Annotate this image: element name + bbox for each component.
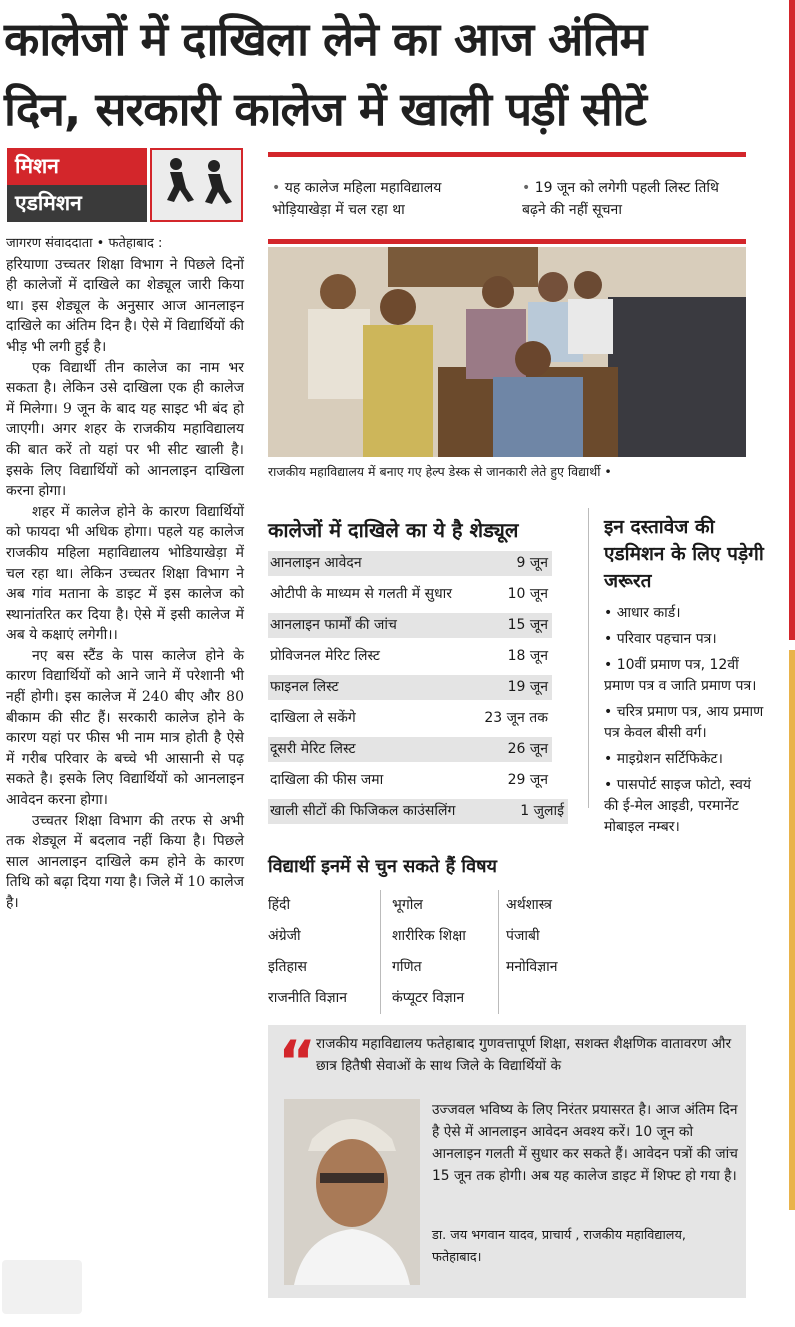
document-item: • माइग्रेशन सर्टिफिकेट। <box>604 751 723 767</box>
principal-quote <box>268 1025 746 1298</box>
article-paragraph-4: नए बस स्टैंड के पास कालेज होने के कारण विद्यार्थियों को आने जाने में परेशानी भी नहीं होगी। इस कालेज में 240 बीए और 80 बीकाम की सीट हैं। सरकारी कालेज होने के कारण यहां पर फीस भी नाम मात्र होती है ऐसे में गरीब परिवार के बच्चे भी आसानी से पढ़ सकते है। इसके लिए विद्यार्थियों को आनलाइन आवेदन करना होगा। <box>6 647 244 809</box>
schedule-row: दूसरी मेरिट लिस्ट 26 जून <box>268 737 552 762</box>
quote-author <box>432 1225 738 1269</box>
running-figures-icon <box>150 148 243 222</box>
highlight-right: • 19 जून को लगेगी पहली लिस्ट तिथि बढ़ने की नहीं सूचना <box>522 180 719 218</box>
logo-text-bottom: एडमिशन <box>15 191 82 215</box>
document-item: • चरित्र प्रमाण पत्र, आय प्रमाण पत्र केवल बीसी वर्ग। <box>604 704 764 741</box>
headline <box>4 4 764 144</box>
documents-box <box>604 514 764 843</box>
photo-caption: राजकीय महाविद्यालय में बनाए गए हेल्प डेस्क से जानकारी लेते हुए विद्यार्थी • <box>268 464 612 479</box>
documents-title: इन दस्तावेज की एडमिशन के लिए पड़ेगी जरूरत <box>604 516 764 592</box>
document-item: • परिवार पहचान पत्र। <box>604 631 717 647</box>
subjects-title: विद्यार्थी इनमें से चुन सकते हैं विषय <box>268 856 497 877</box>
subjects-column-3: अर्थशास्त्र पंजाबी मनोविज्ञान <box>506 897 558 975</box>
article-paragraph-3: शहर में कालेज होने के कारण विद्यार्थियों को फायदा भी अधिक होगा। पहले यह कालेज राजकीय महिला महाविद्यालय भोडियाखेड़ा में चल रहा था। लेकिन उच्चतर शिक्षा विभाग ने अब गांव मताना के डाइट में इस कालेज को स्थानांतरित कर दिया है। ऐसे में इसी कालेज में अब ये कक्षाएं लगेगी।। <box>6 503 244 644</box>
help-desk-photo <box>268 247 746 457</box>
byline: जागरण संवाददाता • फतेहाबाद : <box>6 236 163 251</box>
column-divider <box>588 508 589 808</box>
principal-portrait <box>284 1099 420 1285</box>
article-paragraph-2: एक विद्यार्थी तीन कालेज का नाम भर सकता है। लेकिन उसे दाखिला एक ही कालेज में मिलेगा। 9 जून के बाद यह साइट भी बंद हो जाएगी। अगर शहर के राजकीय महाविद्यालय की बात करें तो यहां पर भी सीट खाली है। इसके लिए विद्यार्थियों को आनलाइन दाखिला करना होगा। <box>6 359 244 500</box>
overlay-button[interactable] <box>2 1260 82 1314</box>
headline-line-1: कालेजों में दाखिला लेने का आज अंतिम <box>4 12 646 66</box>
edge-strip <box>789 0 795 640</box>
schedule-row: दाखिला ले सकेंगे 23 जून तक <box>270 710 548 726</box>
article-paragraph-5: उच्चतर शिक्षा विभाग की तरफ से अभी तक शेड्यूल में बदलाव नहीं किया है। पिछले साल आनलाइन दाखिले कम होने के कारण तिथि को बढ़ा दिया गया है। जिले में 10 कालेज है। <box>6 812 244 911</box>
schedule-row: दाखिला की फीस जमा 29 जून <box>270 772 548 788</box>
mission-admission-logo <box>7 148 243 222</box>
schedule-row: ओटीपी के माध्यम से गलती में सुधार 10 जून <box>270 586 548 602</box>
schedule-row: प्रोविजनल मेरिट लिस्ट 18 जून <box>270 648 548 664</box>
article-paragraph-1: हरियाणा उच्चतर शिक्षा विभाग ने पिछले दिनों ही कालेजों में दाखिले का शेड्यूल जारी किया था। इस शेड्यूल के अनुसार आज आनलाइन दाखिले का अंतिम दिन है। ऐसे में विद्यार्थियों की भीड़ भी लगी हुई है। <box>6 256 244 355</box>
quote-mark: “ <box>278 1028 317 1096</box>
subjects-column-2: भूगोल शारीरिक शिक्षा गणित कंप्यूटर विज्ञान <box>392 890 499 1014</box>
document-item: • 10वीं प्रमाण पत्र, 12वीं प्रमाण पत्र व जाति प्रमाण पत्र। <box>604 657 757 694</box>
headline-line-2: दिन, सरकारी कालेज में खाली पड़ीं सीटें <box>4 82 646 136</box>
logo-text-top: मिशन <box>15 154 59 178</box>
quote-author-name: डा. जय भगवान यादव, <box>432 1228 538 1243</box>
schedule-row: फाइनल लिस्ट 19 जून <box>268 675 552 700</box>
schedule-row: आनलाइन आवेदन 9 जून <box>268 551 552 576</box>
document-item: • पासपोर्ट साइज फोटो, स्वयं की ई-मेल आइडी, परमानेंट मोबाइल नम्बर। <box>604 777 751 835</box>
edge-strip-2 <box>789 650 795 1210</box>
quote-text-bottom: उज्जवल भविष्य के लिए निरंतर प्रयासरत है। आज अंतिम दिन है ऐसे में आनलाइन आवेदन अवश्य करें। 10 जून को आनलाइन गलती में सुधार कर सकते हैं। आवेदन पत्रों की जांच 15 जून तक होगी। अब यह कालेज डाइट में शिफ्ट हो गया है। <box>432 1102 738 1184</box>
subjects-grid <box>268 890 574 1014</box>
highlight-left: • यह कालेज महिला महाविद्यालय भोड़ियाखेड़ा में चल रहा था <box>272 180 442 218</box>
quote-author-role: प्राचार्य , राजकीय महाविद्यालय, फतेहाबाद। <box>432 1228 686 1265</box>
subjects-column-1: हिंदी अंग्रेजी इतिहास राजनीति विज्ञान <box>268 890 381 1014</box>
schedule-title: कालेजों में दाखिले का ये है शेड्यूल <box>268 518 519 542</box>
schedule-row: आनलाइन फार्मों की जांच 15 जून <box>268 613 552 638</box>
schedule-row: खाली सीटों की फिजिकल काउंसलिंग 1 जुलाई <box>268 799 568 824</box>
document-item: • आधार कार्ड। <box>604 605 681 621</box>
quote-text-top: राजकीय महाविद्यालय फतेहाबाद गुणवत्तापूर्ण शिक्षा, सशक्त शैक्षणिक वातावरण और छात्र हितैषी सेवाओं के साथ जिले के विद्यार्थियों के <box>316 1036 732 1074</box>
article-body <box>6 234 244 914</box>
mid-rule <box>268 239 746 244</box>
top-rule <box>268 152 746 157</box>
